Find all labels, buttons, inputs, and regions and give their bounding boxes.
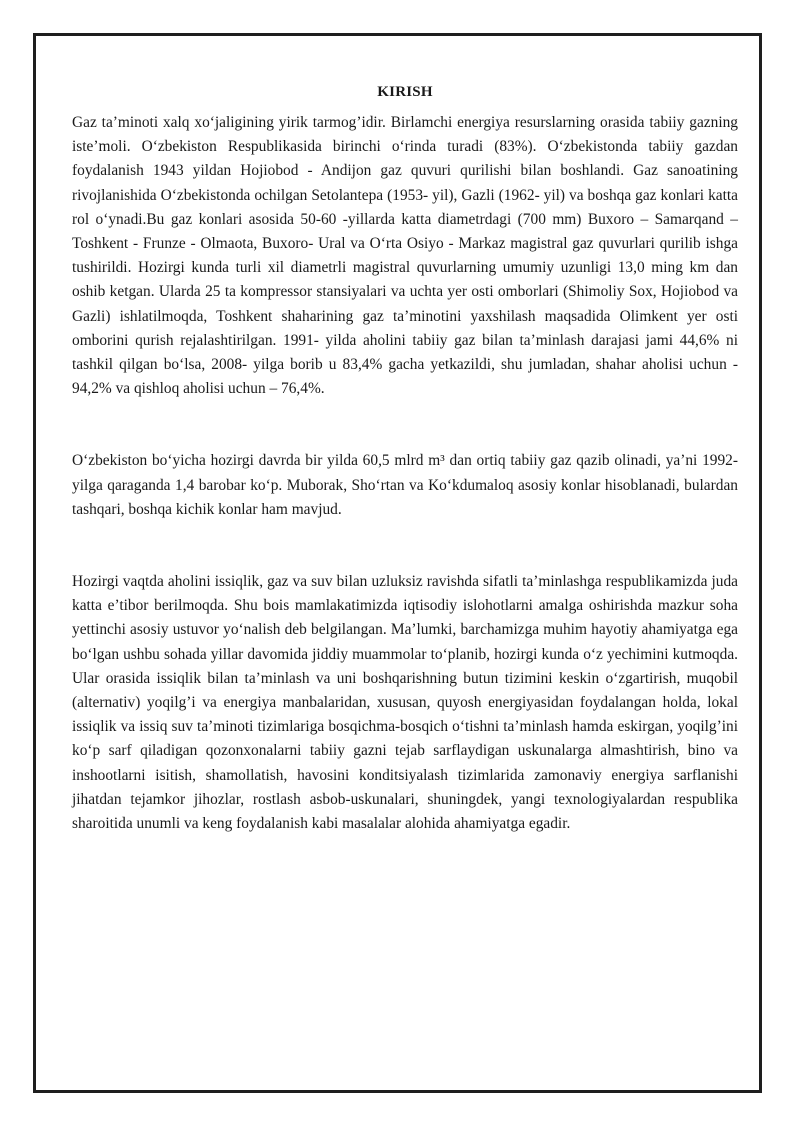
paragraph-gas-production: O‘zbekiston bo‘yicha hozirgi davrda bir yilda 60,5 mlrd m³ dan ortiq tabiiy gaz qazib olinadi, ya’ni 1992- yilga qaraganda 1,4 barobar ko‘p. Muborak, Sho‘rtan va Ko‘kdumaloq asosiy konlar hisoblanadi, bulardan tashqari, boshqa kichik konlar ham mavjud. <box>72 452 738 518</box>
paragraph-gas-supply-intro: Gaz ta’minoti xalq xo‘jaligining yirik tarmog’idir. Birlamchi energiya resurslarning orasida tabiiy gazning iste’moli. O‘zbekiston Respublikasida birinchi o‘rinda turadi (83%). O‘zbekistonda tabiiy gazdan foydalanish 1943 yildan Hojiobod - Andijon gaz quvuri qurilishi bilan boshlandi. Gaz sanoatining rivojlanishida O‘zbekistonda ochilgan Setolantepa (1953- yil), Gazli (1962- yil) va boshqa gaz konlari katta rol o‘ynadi.Bu gaz konlari asosida 50-60 -yillarda katta diametrdagi (700 mm) Buxoro – Samarqand – Toshkent - Frunze - Olmaota, Buxoro- Ural va O‘rta Osiyo - Markaz magistral gaz quvurlari qurilib ishga tushirildi. Hozirgi kunda turli xil diametrli magistral quvurlarning umumiy uzunligi 13,0 ming km dan oshib ketgan. Ularda 25 ta kompressor stansiyalari va uchta yer osti omborlari (Shimoliy Sox, Hojiobod va Gazli) ishlatilmoqda, Toshkent shaharining gaz ta’minotini yaxshilash maqsadida Olimkent yer osti omborini qurish rejalashtirilgan. 1991- yilda aholini tabiiy gaz bilan ta’minlash darajasi jami 44,6% ni tashkil qilgan bo‘lsa, 2008- yilga borib u 83,4% gacha yetkazildi, shu jumladan, shahar aholisi uchun - 94,2% va qishloq aholisi uchun – 76,4%. <box>72 114 738 398</box>
document-title: KIRISH <box>377 84 433 100</box>
document-body <box>72 84 738 836</box>
paragraph-heat-supply: Hozirgi vaqtda aholini issiqlik, gaz va suv bilan uzluksiz ravishda sifatli ta’minlashga respublikamizda juda katta e’tibor berilmoqda. Shu bois mamlakatimizda iqtisodiy islohotlarni amalga oshirishda mazkur soha yettinchi asosiy ustuvor yo‘nalish deb belgilangan. Ma’lumki, barchamizga muhim hayotiy ahamiyatga ega bo‘lgan ushbu sohada yillar davomida jiddiy muammolar to‘planib, hozirgi kunda o‘z yechimini kutmoqda. Ular orasida issiqlik bilan ta’minlash va uni boshqarishning butun tizimini keskin o‘zgartirish, muqobil (alternativ) yoqilg’i va energiya manbalaridan, xususan, quyosh energiyasidan foydalangan holda, lokal issiqlik va issiq suv ta’minoti tizimlariga bosqichma-bosqich o‘tishni ta’minlash hamda eskirgan, yoqilg’ini ko‘p sarf qiladigan qozonxonalarni tabiiy gazni tejab sarflaydigan uskunalarga almashtirish, bino va inshootlarni isitish, shamollatish, havosini konditsiyalash tizimlarida zamonaviy energiya sarflanishi jihatdan tejamkor jihozlar, rostlash asbob-uskunalari, shuningdek, yangi texnologiyalardan respublika sharoitida unumli va keng foydalanish kabi masalalar alohida ahamiyatga egadir. <box>72 573 738 833</box>
